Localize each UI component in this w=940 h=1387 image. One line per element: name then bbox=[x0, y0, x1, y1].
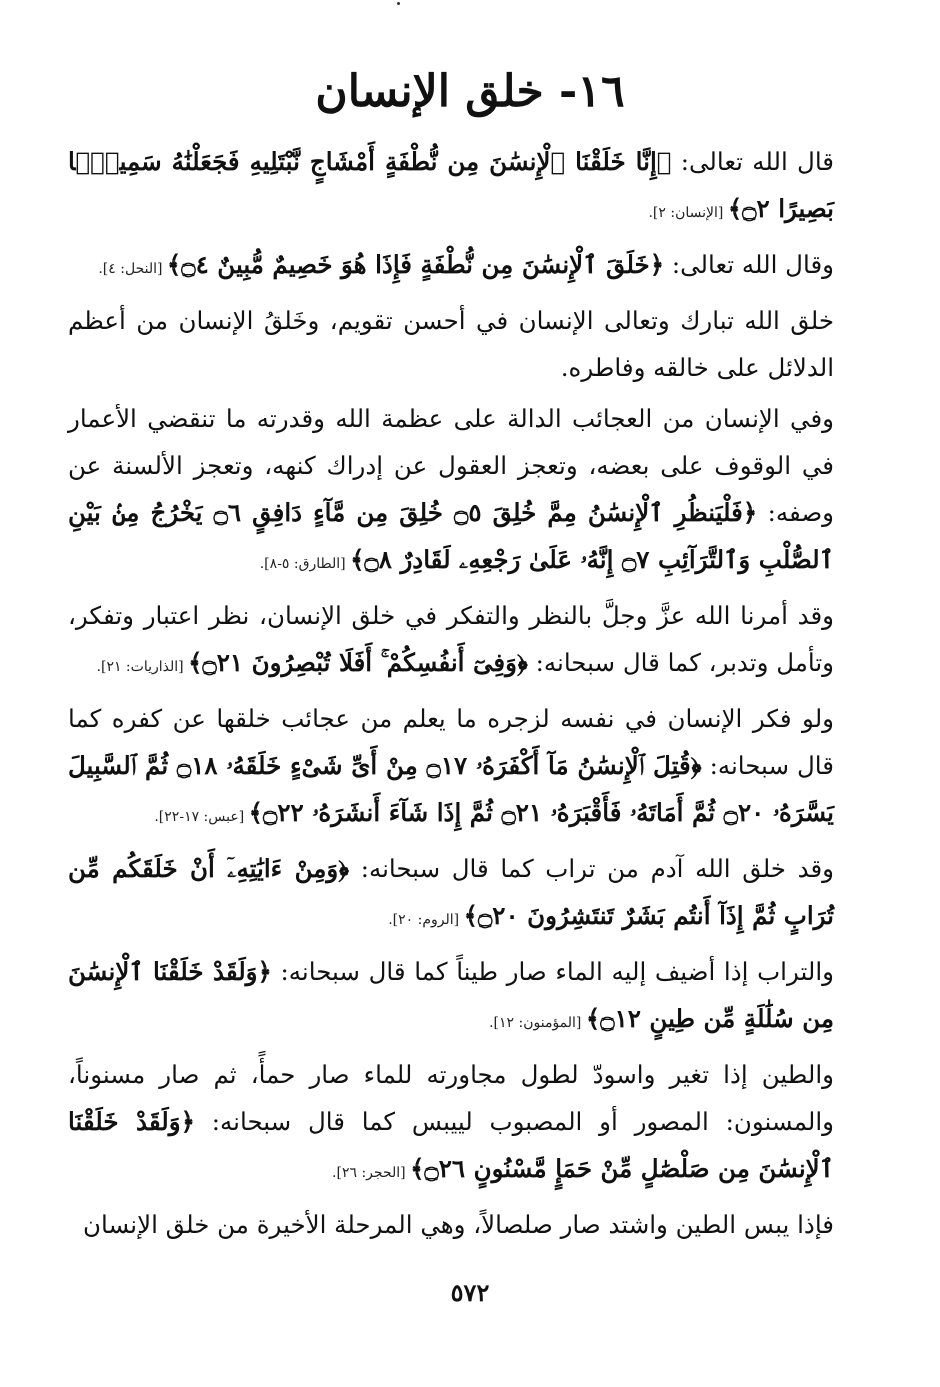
verse-reference: [الروم: ٢٠]. bbox=[388, 912, 464, 928]
chapter-title: ١٦- خلق الإنسان bbox=[315, 66, 625, 117]
verse-reference: [النحل: ٤]. bbox=[98, 261, 167, 277]
verse-reference: [الإنسان: ٢]. bbox=[648, 205, 728, 221]
verse-reference: [عبس: ١٧-٢٢]. bbox=[154, 809, 249, 825]
quran-verse: ﴿وَفِىٓ أَنفُسِكُمْ ۚ أَفَلَا تُبْصِرُونَ ۝٢١﴾ bbox=[188, 648, 528, 677]
paragraph-intro: قال الله تعالى: bbox=[671, 147, 834, 176]
verse-reference: [الذاريات: ٢١]. bbox=[96, 659, 189, 675]
verse-reference: [الحجر: ٢٦]. bbox=[332, 1165, 411, 1181]
paragraph-8 bbox=[68, 948, 834, 1047]
scan-dot bbox=[397, 2, 400, 5]
quran-verse: ﴿فَلْيَنظُرِ ٱلْإِنسَٰنُ مِمَّ خُلِقَ ۝٥ خُلِقَ مِن مَّآءٍ دَافِقٍ ۝٦ يَخْرُجُ مِنۢ بَيْنِ ٱلصُّلْبِ وَٱلتَّرَآئِبِ ۝٧ إِنَّهُۥ عَلَىٰ رَجْعِهِۦ لَقَادِرٌ ۝٨﴾ bbox=[68, 498, 834, 574]
paragraph-intro: والطين إذا تغير واسودّ لطول مجاورته للماء صار حمأً، ثم صار مسنوناً، والمسنون: المصور أو المصبوب لييبس كما قال سبحانه: bbox=[68, 1060, 834, 1136]
verse-reference: [المؤمنون: ١٢]. bbox=[489, 1015, 586, 1031]
page-number: ٥٧٢ bbox=[450, 1278, 490, 1307]
paragraph-intro: ولو فكر الإنسان في نفسه لزجره ما يعلم من عجائب خلقها عن كفره كما قال سبحانه: bbox=[68, 704, 834, 780]
paragraph-3: خلق الله تبارك وتعالى الإنسان في أحسن تقويم، وخَلقُ الإنسان من أعظم الدلائل على خالقه وفاطره. bbox=[68, 306, 834, 382]
quran-verse: ﴿قُتِلَ ٱلْإِنسَٰنُ مَآ أَكْفَرَهُۥ ۝١٧ مِنْ أَىِّ شَىْءٍ خَلَقَهُۥ ۝١٨ ثُمَّ ٱلسَّبِيلَ يَسَّرَهُۥ ۝٢٠ ثُمَّ أَمَاتَهُۥ فَأَقْبَرَهُۥ ۝٢١ ثُمَّ إِذَا شَآءَ أَنشَرَهُۥ ۝٢٢﴾ bbox=[68, 751, 834, 827]
paragraph-2 bbox=[68, 241, 834, 293]
quran-verse: ﴿إِنَّا خَلَقْنَا ٱلْإِنسَٰنَ مِن نُّطْفَةٍ أَمْشَاجٍ نَّبْتَلِيهِ فَجَعَلْنَٰهُ سَمِيعًۢا بَصِيرًا ۝٢﴾ bbox=[68, 147, 834, 223]
paragraph-1 bbox=[68, 138, 834, 237]
paragraph-intro: والتراب إذا أضيف إليه الماء صار طيناً كما قال سبحانه: bbox=[271, 957, 835, 986]
quran-verse: ﴿وَمِنْ ءَايَٰتِهِۦٓ أَنْ خَلَقَكُم مِّن تُرَابٍ ثُمَّ إِذَآ أَنتُم بَشَرٌ تَنتَشِرُونَ ۝٢٠﴾ bbox=[68, 854, 834, 930]
paragraph-10: فإذا يبس الطين واشتد صار صلصالاً، وهي المرحلة الأخيرة من خلق الإنسان bbox=[82, 1210, 834, 1239]
paragraph-intro: وقد أمرنا الله عزَّ وجلَّ بالنظر والتفكر في خلق الإنسان، نظر اعتبار وتفكر، وتأمل وتدبر، كما قال سبحانه: bbox=[68, 601, 834, 677]
verse-reference: [الطارق: ٥-٨]. bbox=[259, 556, 351, 572]
paragraph-5 bbox=[68, 592, 834, 691]
paragraph-9 bbox=[68, 1051, 834, 1197]
body-text bbox=[68, 138, 834, 1252]
paragraph-7 bbox=[68, 845, 834, 944]
paragraph-6 bbox=[68, 695, 834, 841]
paragraph-intro: وفي الإنسان من العجائب الدالة على عظمة الله وقدرته ما تنقضي الأعمار في الوقوف على بعضه، وتعجز العقول عن إدراك كنهه، وتعجز الألسنة عن وصفه: bbox=[68, 404, 834, 527]
quran-verse: ﴿خَلَقَ ٱلْإِنسَٰنَ مِن نُّطْفَةٍ فَإِذَا هُوَ خَصِيمٌ مُّبِينٌ ۝٤﴾ bbox=[166, 250, 665, 279]
paragraph-4 bbox=[68, 395, 834, 588]
paragraph-intro: وقد خلق الله آدم من تراب كما قال سبحانه: bbox=[349, 854, 834, 883]
quran-verse: ﴿وَلَقَدْ خَلَقْنَا ٱلْإِنسَٰنَ مِن سُلَٰلَةٍ مِّن طِينٍ ۝١٢﴾ bbox=[68, 957, 834, 1033]
paragraph-intro: وقال الله تعالى: bbox=[664, 250, 834, 279]
quran-verse: ﴿وَلَقَدْ خَلَقْنَا ٱلْإِنسَٰنَ مِن صَلْصَٰلٍ مِّنْ حَمَإٍ مَّسْنُونٍ ۝٢٦﴾ bbox=[68, 1107, 834, 1183]
